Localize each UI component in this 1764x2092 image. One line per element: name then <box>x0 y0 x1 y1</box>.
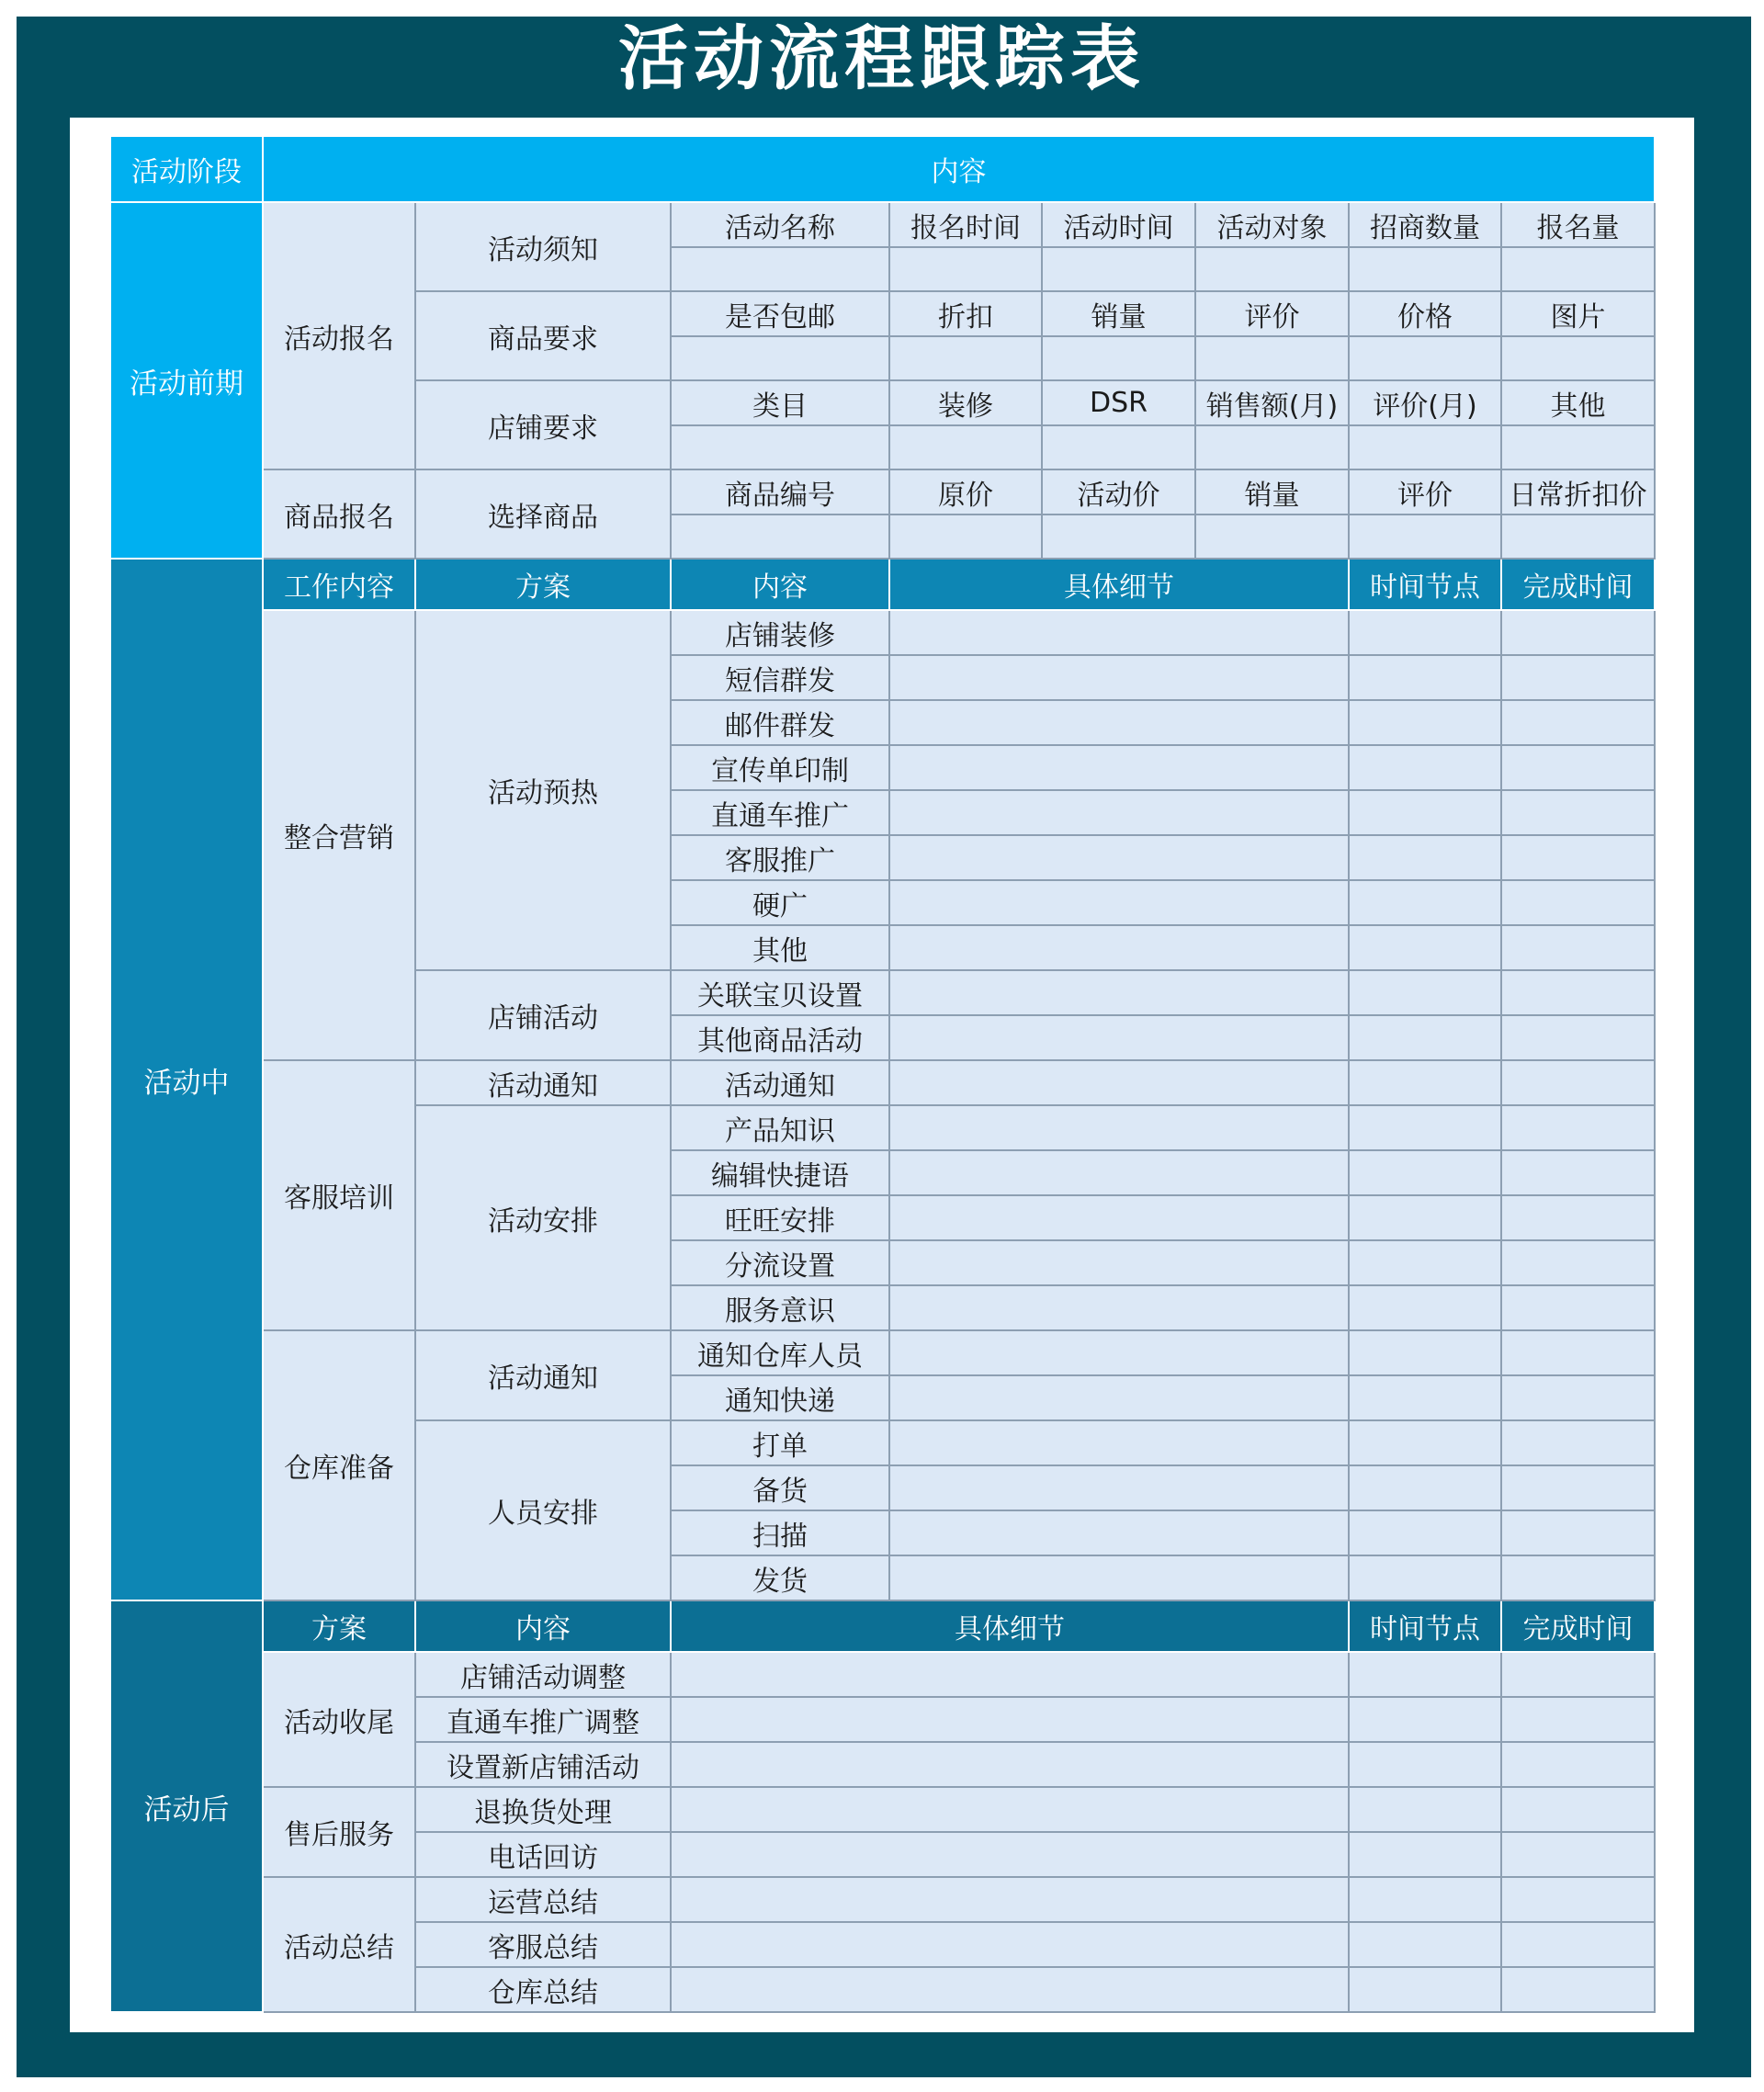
time-node-cell[interactable] <box>1349 1330 1501 1375</box>
done-time-cell[interactable] <box>1501 1105 1655 1150</box>
done-time-cell[interactable] <box>1501 1652 1655 1697</box>
stage-header: 活动阶段 <box>110 136 263 202</box>
input-cell[interactable] <box>671 247 889 291</box>
column-header: 具体细节 <box>671 1600 1349 1652</box>
input-cell[interactable] <box>889 247 1042 291</box>
item-label: 硬广 <box>671 880 889 925</box>
item-label: 店铺活动调整 <box>415 1652 671 1697</box>
field-label: 商品编号 <box>671 469 889 515</box>
column-header: 工作内容 <box>263 559 415 610</box>
input-cell[interactable] <box>1349 247 1501 291</box>
detail-cell[interactable] <box>671 1787 1349 1832</box>
detail-cell[interactable] <box>889 1555 1349 1600</box>
stage-mid: 活动中 <box>110 559 263 1600</box>
field-label: 销售额(月) <box>1195 380 1349 425</box>
item-label: 退换货处理 <box>415 1787 671 1832</box>
input-cell[interactable] <box>1349 425 1501 469</box>
field-label: 价格 <box>1349 291 1501 336</box>
item-label: 旺旺安排 <box>671 1195 889 1240</box>
input-cell[interactable] <box>1501 515 1655 559</box>
input-cell[interactable] <box>1349 336 1501 380</box>
item-label: 扫描 <box>671 1510 889 1555</box>
field-label: 报名时间 <box>889 202 1042 247</box>
field-label: 销量 <box>1042 291 1195 336</box>
time-node-cell[interactable] <box>1349 1877 1501 1922</box>
group-label: 活动收尾 <box>263 1652 415 1787</box>
column-header: 内容 <box>415 1600 671 1652</box>
plan-label: 人员安排 <box>415 1420 671 1600</box>
item-label: 通知仓库人员 <box>671 1330 889 1375</box>
time-node-cell[interactable] <box>1349 1150 1501 1195</box>
content-header: 内容 <box>263 136 1655 202</box>
page-title: 活动流程跟踪表 <box>618 17 1146 99</box>
time-node-cell[interactable] <box>1349 1832 1501 1877</box>
plan-label: 活动预热 <box>415 610 671 970</box>
detail-cell[interactable] <box>889 1375 1349 1420</box>
done-time-cell[interactable] <box>1501 1967 1655 2012</box>
item-label: 店铺装修 <box>671 610 889 655</box>
column-header: 具体细节 <box>889 559 1349 610</box>
post-header-row <box>110 1600 1655 1652</box>
time-node-cell[interactable] <box>1349 1922 1501 1967</box>
column-header: 完成时间 <box>1501 1600 1655 1652</box>
field-label: 评价 <box>1195 291 1349 336</box>
field-label: 类目 <box>671 380 889 425</box>
table-header-row <box>110 136 1655 202</box>
detail-cell[interactable] <box>889 925 1349 970</box>
field-label: 装修 <box>889 380 1042 425</box>
item-label: 电话回访 <box>415 1832 671 1877</box>
item-label: 编辑快捷语 <box>671 1150 889 1195</box>
done-time-cell[interactable] <box>1501 790 1655 835</box>
done-time-cell[interactable] <box>1501 1555 1655 1600</box>
done-time-cell[interactable] <box>1501 1510 1655 1555</box>
time-node-cell[interactable] <box>1349 610 1501 655</box>
input-cell[interactable] <box>1042 247 1195 291</box>
detail-cell[interactable] <box>889 745 1349 790</box>
table-row <box>110 1330 1655 1375</box>
input-cell[interactable] <box>671 425 889 469</box>
table-row <box>110 1060 1655 1105</box>
plan-label: 活动通知 <box>415 1330 671 1420</box>
field-label: 报名量 <box>1501 202 1655 247</box>
time-node-cell[interactable] <box>1349 1742 1501 1787</box>
time-node-cell[interactable] <box>1349 925 1501 970</box>
detail-cell[interactable] <box>671 1967 1349 2012</box>
input-cell[interactable] <box>889 425 1042 469</box>
input-cell[interactable] <box>1195 336 1349 380</box>
table-row <box>110 610 1655 655</box>
input-cell[interactable] <box>1042 515 1195 559</box>
group-label: 售后服务 <box>263 1787 415 1877</box>
column-header: 时间节点 <box>1349 559 1501 610</box>
group-label: 仓库准备 <box>263 1330 415 1600</box>
input-cell[interactable] <box>1195 515 1349 559</box>
time-node-cell[interactable] <box>1349 1555 1501 1600</box>
group-label: 整合营销 <box>263 610 415 1060</box>
detail-cell[interactable] <box>671 1742 1349 1787</box>
field-label: 原价 <box>889 469 1042 515</box>
stage-pre: 活动前期 <box>110 202 263 559</box>
mid-header-row <box>110 559 1655 610</box>
time-node-cell[interactable] <box>1349 1285 1501 1330</box>
column-header: 内容 <box>671 559 889 610</box>
input-cell[interactable] <box>1042 336 1195 380</box>
group-label: 活动总结 <box>263 1877 415 2012</box>
detail-cell[interactable] <box>889 880 1349 925</box>
select-product-label: 选择商品 <box>415 469 671 559</box>
done-time-cell[interactable] <box>1501 655 1655 700</box>
field-label: 活动时间 <box>1042 202 1195 247</box>
done-time-cell[interactable] <box>1501 1195 1655 1240</box>
input-cell[interactable] <box>1042 425 1195 469</box>
field-label: DSR <box>1042 380 1195 425</box>
time-node-cell[interactable] <box>1349 1967 1501 2012</box>
time-node-cell[interactable] <box>1349 700 1501 745</box>
table-row <box>110 1652 1655 1697</box>
item-label: 宣传单印制 <box>671 745 889 790</box>
field-label: 销量 <box>1195 469 1349 515</box>
done-time-cell[interactable] <box>1501 1420 1655 1465</box>
input-cell[interactable] <box>889 515 1042 559</box>
field-label: 是否包邮 <box>671 291 889 336</box>
time-node-cell[interactable] <box>1349 1060 1501 1105</box>
item-label: 直通车推广调整 <box>415 1697 671 1742</box>
table-row <box>110 1877 1655 1922</box>
item-label: 活动通知 <box>671 1060 889 1105</box>
done-time-cell[interactable] <box>1501 1330 1655 1375</box>
plan-label: 活动通知 <box>415 1060 671 1105</box>
item-label: 通知快递 <box>671 1375 889 1420</box>
done-time-cell[interactable] <box>1501 1240 1655 1285</box>
detail-cell[interactable] <box>889 1510 1349 1555</box>
item-label: 客服总结 <box>415 1922 671 1967</box>
detail-cell[interactable] <box>889 610 1349 655</box>
time-node-cell[interactable] <box>1349 970 1501 1015</box>
input-cell[interactable] <box>889 336 1042 380</box>
done-time-cell[interactable] <box>1501 1060 1655 1105</box>
detail-cell[interactable] <box>889 1150 1349 1195</box>
time-node-cell[interactable] <box>1349 1652 1501 1697</box>
done-time-cell[interactable] <box>1501 925 1655 970</box>
done-time-cell[interactable] <box>1501 1922 1655 1967</box>
time-node-cell[interactable] <box>1349 1420 1501 1465</box>
select-product-fields-row <box>110 469 1655 515</box>
group-label: 客服培训 <box>263 1060 415 1330</box>
table-row <box>110 1787 1655 1832</box>
detail-cell[interactable] <box>671 1697 1349 1742</box>
item-label: 其他商品活动 <box>671 1015 889 1060</box>
detail-cell[interactable] <box>889 1420 1349 1465</box>
done-time-cell[interactable] <box>1501 700 1655 745</box>
item-label: 仓库总结 <box>415 1967 671 2012</box>
item-label: 直通车推广 <box>671 790 889 835</box>
field-label: 活动价 <box>1042 469 1195 515</box>
shop-req-label: 店铺要求 <box>415 380 671 469</box>
field-label: 其他 <box>1501 380 1655 425</box>
field-label: 活动对象 <box>1195 202 1349 247</box>
stage-post: 活动后 <box>110 1600 263 2012</box>
column-header: 完成时间 <box>1501 559 1655 610</box>
time-node-cell[interactable] <box>1349 1015 1501 1060</box>
input-cell[interactable] <box>1501 425 1655 469</box>
detail-cell[interactable] <box>671 1652 1349 1697</box>
detail-cell[interactable] <box>671 1922 1349 1967</box>
input-cell[interactable] <box>671 336 889 380</box>
done-time-cell[interactable] <box>1501 1787 1655 1832</box>
time-node-cell[interactable] <box>1349 1465 1501 1510</box>
column-header: 时间节点 <box>1349 1600 1501 1652</box>
detail-cell[interactable] <box>671 1877 1349 1922</box>
done-time-cell[interactable] <box>1501 1832 1655 1877</box>
item-label: 备货 <box>671 1465 889 1510</box>
item-label: 客服推广 <box>671 835 889 880</box>
column-header: 方案 <box>415 559 671 610</box>
product-req-label: 商品要求 <box>415 291 671 380</box>
done-time-cell[interactable] <box>1501 1697 1655 1742</box>
detail-cell[interactable] <box>889 1060 1349 1105</box>
input-cell[interactable] <box>1195 247 1349 291</box>
input-cell[interactable] <box>1501 336 1655 380</box>
detail-cell[interactable] <box>889 1015 1349 1060</box>
item-label: 关联宝贝设置 <box>671 970 889 1015</box>
time-node-cell[interactable] <box>1349 655 1501 700</box>
plan-label: 店铺活动 <box>415 970 671 1060</box>
input-cell[interactable] <box>671 515 889 559</box>
detail-cell[interactable] <box>889 1330 1349 1375</box>
done-time-cell[interactable] <box>1501 1375 1655 1420</box>
done-time-cell[interactable] <box>1501 1150 1655 1195</box>
done-time-cell[interactable] <box>1501 1465 1655 1510</box>
time-node-cell[interactable] <box>1349 1195 1501 1240</box>
column-header: 方案 <box>263 1600 415 1652</box>
field-label: 折扣 <box>889 291 1042 336</box>
detail-cell[interactable] <box>889 655 1349 700</box>
detail-cell[interactable] <box>889 1465 1349 1510</box>
done-time-cell[interactable] <box>1501 1285 1655 1330</box>
done-time-cell[interactable] <box>1501 745 1655 790</box>
item-label: 邮件群发 <box>671 700 889 745</box>
done-time-cell[interactable] <box>1501 610 1655 655</box>
time-node-cell[interactable] <box>1349 880 1501 925</box>
detail-cell[interactable] <box>889 835 1349 880</box>
detail-cell[interactable] <box>889 1195 1349 1240</box>
item-label: 短信群发 <box>671 655 889 700</box>
item-label: 产品知识 <box>671 1105 889 1150</box>
item-label: 服务意识 <box>671 1285 889 1330</box>
notice-label: 活动须知 <box>415 202 671 291</box>
done-time-cell[interactable] <box>1501 1877 1655 1922</box>
product-signup-label: 商品报名 <box>263 469 415 559</box>
input-cell[interactable] <box>1349 515 1501 559</box>
time-node-cell[interactable] <box>1349 1697 1501 1742</box>
signup-label: 活动报名 <box>263 202 415 469</box>
detail-cell[interactable] <box>889 1240 1349 1285</box>
item-label: 打单 <box>671 1420 889 1465</box>
time-node-cell[interactable] <box>1349 835 1501 880</box>
done-time-cell[interactable] <box>1501 835 1655 880</box>
field-label: 评价 <box>1349 469 1501 515</box>
item-label: 运营总结 <box>415 1877 671 1922</box>
input-cell[interactable] <box>1501 247 1655 291</box>
done-time-cell[interactable] <box>1501 1015 1655 1060</box>
time-node-cell[interactable] <box>1349 1510 1501 1555</box>
time-node-cell[interactable] <box>1349 1787 1501 1832</box>
item-label: 分流设置 <box>671 1240 889 1285</box>
done-time-cell[interactable] <box>1501 970 1655 1015</box>
time-node-cell[interactable] <box>1349 745 1501 790</box>
notice-fields-row <box>110 202 1655 247</box>
detail-cell[interactable] <box>889 790 1349 835</box>
tracking-table <box>109 135 1656 2013</box>
time-node-cell[interactable] <box>1349 1240 1501 1285</box>
field-label: 日常折扣价 <box>1501 469 1655 515</box>
field-label: 评价(月) <box>1349 380 1501 425</box>
detail-cell[interactable] <box>889 1105 1349 1150</box>
time-node-cell[interactable] <box>1349 1105 1501 1150</box>
time-node-cell[interactable] <box>1349 790 1501 835</box>
item-label: 发货 <box>671 1555 889 1600</box>
field-label: 图片 <box>1501 291 1655 336</box>
item-label: 其他 <box>671 925 889 970</box>
time-node-cell[interactable] <box>1349 1375 1501 1420</box>
item-label: 设置新店铺活动 <box>415 1742 671 1787</box>
field-label: 招商数量 <box>1349 202 1501 247</box>
input-cell[interactable] <box>1195 425 1349 469</box>
detail-cell[interactable] <box>889 700 1349 745</box>
plan-label: 活动安排 <box>415 1105 671 1330</box>
done-time-cell[interactable] <box>1501 1742 1655 1787</box>
detail-cell[interactable] <box>889 970 1349 1015</box>
field-label: 活动名称 <box>671 202 889 247</box>
detail-cell[interactable] <box>889 1285 1349 1330</box>
detail-cell[interactable] <box>671 1832 1349 1877</box>
done-time-cell[interactable] <box>1501 880 1655 925</box>
